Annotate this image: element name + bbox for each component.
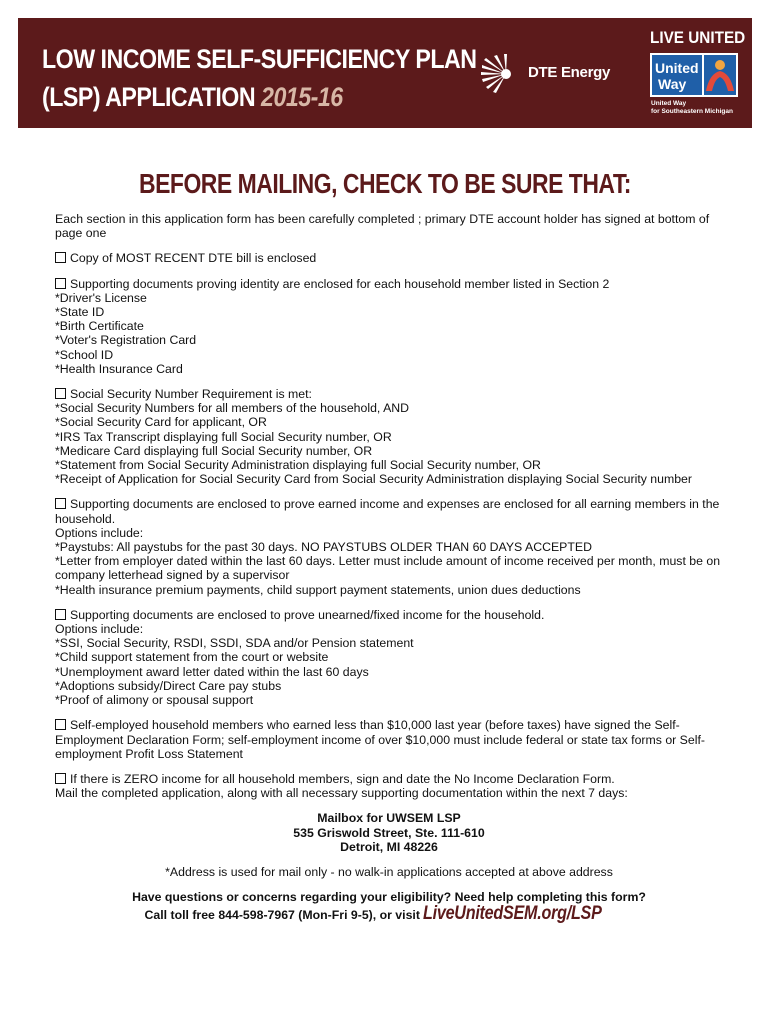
checkbox-bill[interactable] [55, 252, 66, 263]
list-item: *Health insurance premium payments, child support payment statements, union dues deductions [55, 582, 581, 597]
list-item: *Adoptions subsidy/Direct Care pay stubs [55, 678, 282, 693]
checkbox-zero-income[interactable] [55, 773, 66, 784]
title-line-2: (LSP) APPLICATION 2015-16 [42, 82, 343, 112]
title-year: 2015-16 [261, 82, 343, 112]
checklist-item-earned-income: Supporting documents are enclosed to prove earned income and expenses are enclosed for all earning members in the household. Options include: *Paystubs: All paystubs for the past 30 days. NO PAYSTUBS OLDER THAN 60 DAYS ACCEPTED *Letter from employer dated within the last 60 days. Letter must include amount of income received per month, must be on company letterhead signed by a supervisor *Health insurance premium payments, child support payment statements, union dues deductions [55, 497, 723, 596]
checklist-item-ssn: Social Security Number Requirement is met: *Social Security Numbers for all members of the household, AND *Social Security Card for applicant, OR *IRS Tax Transcript displaying full Social Security number, OR *Medicare Card displaying full Social Security number, OR *Statement from Social Security Administration displaying full Social Security number, OR *Receipt of Application for Social Security Card from Social Security Administration displaying Social Security number [55, 387, 723, 486]
call-text: Call toll free 844-598-7967 (Mon-Fri 9-5), or visit [144, 908, 420, 923]
list-item: *Social Security Numbers for all members of the household, AND [55, 401, 410, 416]
header-banner [18, 18, 752, 128]
checkbox-self-employed[interactable] [55, 719, 66, 730]
united-way-badge-icon [650, 53, 738, 97]
live-united-text: LIVE UNITED [650, 28, 746, 47]
united-way-org: United Way for Southeastern Michigan [651, 100, 733, 115]
title-line-1: LOW INCOME SELF-SUFFICIENCY PLAN [42, 44, 477, 74]
list-item: *Social Security Card for applicant, OR [55, 415, 267, 430]
call-line [55, 903, 723, 925]
list-item: *Driver's License [55, 290, 147, 305]
website-link[interactable]: LiveUnitedSEM.org/LSP [423, 903, 602, 925]
options-label: Options include: [55, 525, 144, 540]
list-item: *Letter from employer dated within the last 60 days. Letter must include amount of income received per month, must be on company letterhead signed by a supervisor [55, 554, 721, 583]
checklist-item-unearned-income: Supporting documents are enclosed to prove unearned/fixed income for the household. Options include: *SSI, Social Security, RSDI, SSDI, SDA and/or Pension statement *Child support statement from the court or website *Unemployment award letter dated within the last 60 days *Adoptions subsidy/Direct Care pay stubs *Proof of alimony or spousal support [55, 608, 723, 707]
list-item: *Receipt of Application for Social Security Card from Social Security Administration displaying Social Security number [55, 472, 692, 487]
list-item: *Statement from Social Security Administration displaying full Social Security number, OR [55, 458, 541, 473]
list-item: *State ID [55, 305, 105, 320]
list-item: *IRS Tax Transcript displaying full Social Security number, OR [55, 429, 392, 444]
list-item: *School ID [55, 347, 114, 362]
list-item: *Child support statement from the court or website [55, 650, 329, 665]
intro-text: Each section in this application form has been carefully completed ; primary DTE account holder has signed at bottom of page one [55, 212, 710, 241]
svg-text:Way: Way [658, 76, 687, 92]
united-way-logo [650, 28, 746, 124]
list-item: *Proof of alimony or spousal support [55, 693, 254, 708]
svg-text:United: United [655, 60, 699, 76]
checklist-item-bill: Copy of MOST RECENT DTE bill is enclosed [55, 251, 723, 265]
checkbox-earned-income[interactable] [55, 498, 66, 509]
checklist-item-identity: Supporting documents proving identity are enclosed for each household member listed in Section 2 *Driver's License *State ID *Birth Certificate *Voter's Registration Card *School ID *Health Insurance Card [55, 277, 723, 376]
questions-text: Have questions or concerns regarding your eligibility? Need help completing this form? [132, 890, 646, 905]
list-item: *Paystubs: All paystubs for the past 30 days. NO PAYSTUBS OLDER THAN 60 DAYS ACCEPTED [55, 540, 592, 555]
mail-instructions: Mail the completed application, along with all necessary supporting documentation within the next 7 days: [55, 786, 628, 801]
mailing-address: Mailbox for UWSEM LSP 535 Griswold Street, Ste. 111-610 Detroit, MI 48226 [293, 811, 485, 854]
address-note: *Address is used for mail only - no walk-in applications accepted at above address [165, 864, 613, 879]
checkbox-ssn[interactable] [55, 388, 66, 399]
dte-energy-logo [480, 54, 630, 94]
checklist-item-zero-income: If there is ZERO income for all household members, sign and date the No Income Declaration Form. [55, 772, 723, 786]
checklist-item-self-employed: Self-employed household members who earned less than $10,000 last year (before taxes) have signed the Self-Employment Declaration Form; self-employment income of over $10,000 must include federal or state tax forms or Self-employment Profit Loss Statement [55, 718, 705, 761]
dte-sunburst-icon [480, 54, 524, 94]
list-item: *Unemployment award letter dated within the last 60 days [55, 664, 369, 679]
checklist-body [55, 212, 723, 923]
checkbox-identity[interactable] [55, 278, 66, 289]
list-item: *SSI, Social Security, RSDI, SSDI, SDA and/or Pension statement [55, 636, 414, 651]
dte-name: DTE Energy [528, 64, 611, 81]
checkbox-unearned-income[interactable] [55, 609, 66, 620]
list-item: *Medicare Card displaying full Social Security number, OR [55, 443, 373, 458]
list-item: *Health Insurance Card [55, 361, 183, 376]
list-item: *Voter's Registration Card [55, 333, 197, 348]
checklist-heading: BEFORE MAILING, CHECK TO BE SURE THAT: [139, 168, 631, 199]
form-title [42, 40, 477, 116]
list-item: *Birth Certificate [55, 319, 144, 334]
options-label: Options include: [55, 622, 144, 637]
